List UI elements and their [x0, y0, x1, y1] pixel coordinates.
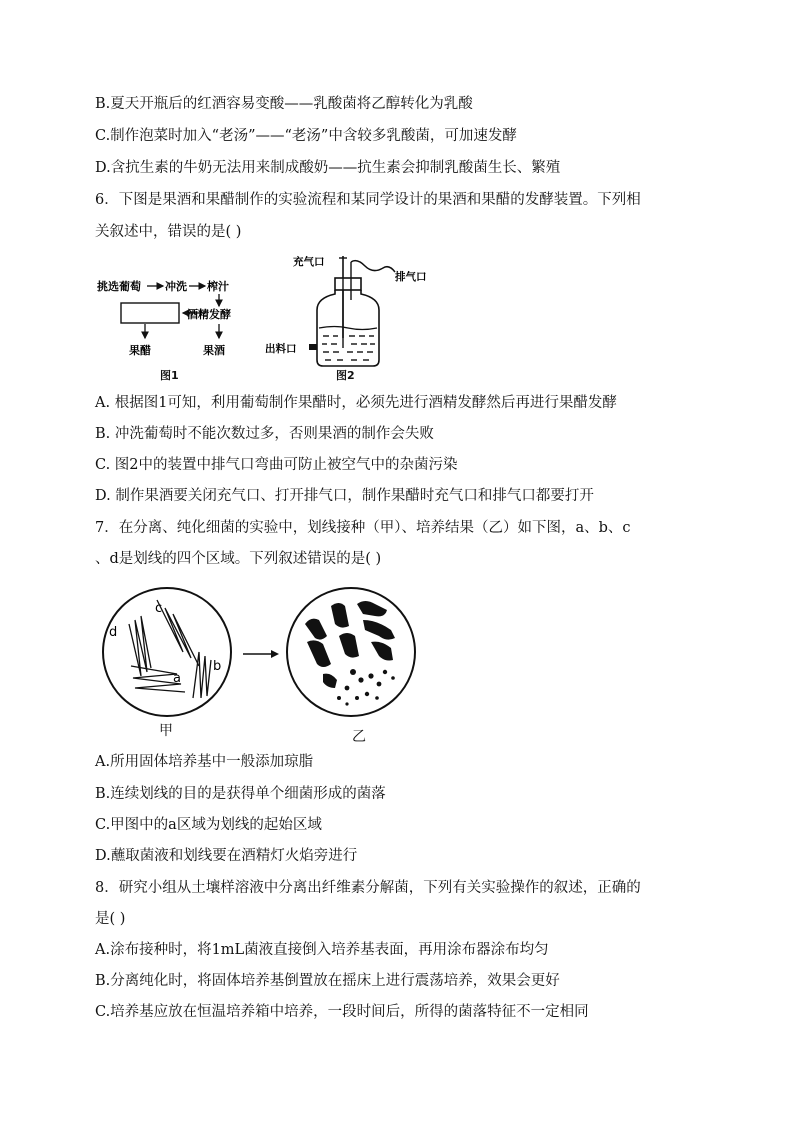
fig1-wine-label: 果酒: [203, 344, 225, 357]
q6-figure1-flowchart: [95, 270, 275, 385]
q7-option-a: A.所用固体培养基中一般添加琼脂: [95, 754, 314, 770]
q5-option-b: B.夏天开瓶后的红酒容易变酸——乳酸菌将乙醇转化为乳酸: [95, 96, 473, 112]
plate-label-c: c: [155, 601, 163, 616]
q5-option-d: D.含抗生素的牛奶无法用来制成酸奶——抗生素会抑制乳酸菌生长、繁殖: [95, 160, 561, 176]
fig2-tap-label: 出料口: [265, 343, 297, 355]
q6-stem-line2: 关叙述中，错误的是( ): [95, 224, 242, 240]
q6-option-a: A. 根据图1可知，利用葡萄制作果醋时，必须先进行酒精发酵然后再进行果醋发酵: [95, 395, 617, 411]
q6-stem-line1: 6．下图是果酒和果醋制作的实验流程和某同学设计的果酒和果醋的发酵装置。下列相: [95, 192, 641, 208]
q7-stem-line1: 7．在分离、纯化细菌的实验中，划线接种（甲）、培养结果（乙）如下图，a、b、c: [95, 520, 631, 536]
figure2-caption: 图2: [336, 369, 355, 382]
q6-option-c: C. 图2中的装置中排气口弯曲可防止被空气中的杂菌污染: [95, 457, 458, 473]
q7-option-b: B.连续划线的目的是获得单个细菌形成的菌落: [95, 786, 386, 802]
q8-option-a: A.涂布接种时，将1mL菌液直接倒入培养基表面，再用涂布器涂布均匀: [95, 942, 549, 958]
q6-option-b: B. 冲洗葡萄时不能次数过多，否则果酒的制作会失败: [95, 426, 434, 442]
fig1-juice-label: 榨汁: [207, 280, 229, 293]
plate-caption-yi: 乙: [352, 729, 366, 745]
fig2-inlet-label: 充气口: [293, 256, 325, 268]
q7-option-c: C.甲图中的a区域为划线的起始区域: [95, 817, 322, 833]
q6-figure2-apparatus: [265, 248, 440, 383]
fig1-wash-label: 冲洗: [165, 280, 187, 293]
q8-stem-line1: 8．研究小组从土壤样溶液中分离出纤维素分解菌，下列有关实验操作的叙述，正确的: [95, 880, 641, 896]
q8-option-c: C.培养基应放在恒温培养箱中培养，一段时间后，所得的菌落特征不一定相同: [95, 1004, 589, 1020]
q5-option-c: C.制作泡菜时加入“老汤”——“老汤”中含较多乳酸菌，可加速发酵: [95, 128, 517, 144]
q6-option-d: D. 制作果酒要关闭充气口、打开排气口，制作果醋时充气口和排气口都要打开: [95, 488, 594, 504]
fig1-pick-label: 挑选葡萄: [97, 280, 141, 293]
fig1-vinegar-label: 果醋: [129, 344, 151, 357]
q8-option-b: B.分离纯化时，将固体培养基倒置放在摇床上进行震荡培养，效果会更好: [95, 973, 560, 989]
plate-label-d: d: [109, 625, 118, 640]
plate-label-a: a: [173, 671, 181, 686]
figure1-caption: 图1: [160, 369, 179, 382]
q8-stem-line2: 是( ): [95, 911, 126, 927]
q7-streak-plate-figure: [95, 580, 425, 745]
fig1-alcohol-ferment-label: 酒精发酵: [187, 308, 231, 321]
q7-stem-line2: 、d是划线的四个区域。下列叙述错误的是( ): [95, 551, 382, 567]
q7-option-d: D.蘸取菌液和划线要在酒精灯火焰旁进行: [95, 848, 358, 864]
fig2-outlet-label: 排气口: [395, 271, 427, 283]
plate-caption-jia: 甲: [159, 723, 173, 739]
plate-label-b: b: [213, 659, 222, 674]
